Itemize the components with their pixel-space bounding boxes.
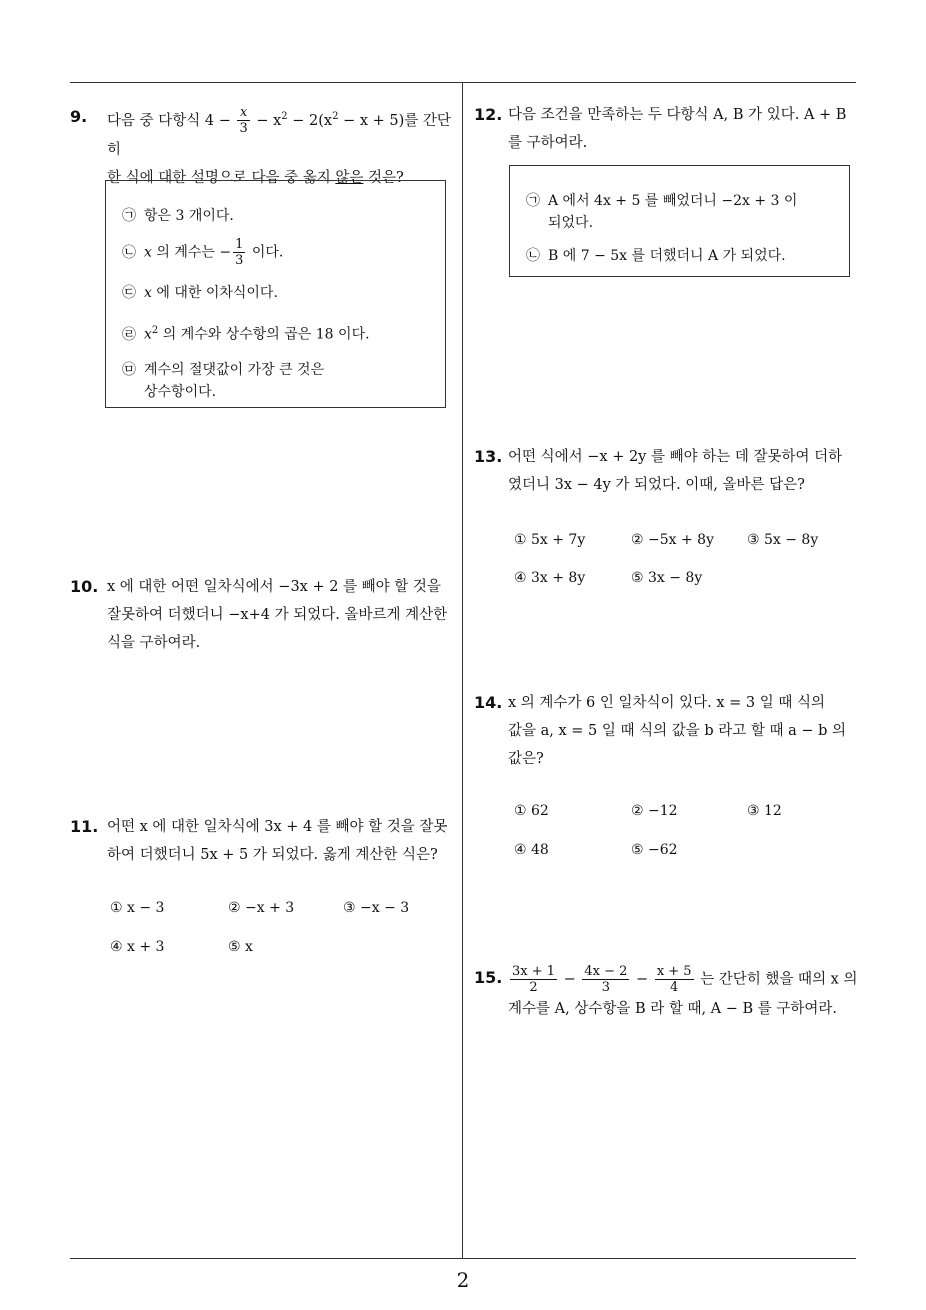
option-4: ㉣ $x^2$ 의 계수와 상수항의 곱은 18 이다. — [122, 325, 370, 343]
question-number: 14. — [474, 693, 503, 712]
question-number: 13. — [474, 447, 503, 466]
q9-options-box — [105, 180, 446, 408]
question-13 — [474, 443, 864, 499]
question-text: x 에 대한 어떤 일차식에서 −3x + 2 를 빼야 할 것을 잘못하여 더했더니 −x+4 가 되었다. 올바르게 계산한 식을 구하여라. — [107, 579, 448, 651]
question-number: 12. — [474, 105, 503, 124]
question-text: 다음 조건을 만족하는 두 다항식 A, B 가 있다. A + B 를 구하여라. — [508, 107, 847, 151]
option-2: ㉡ x 의 계수는 − $\frac{1}{3}$ 이다. — [122, 237, 284, 268]
question-text: 어떤 x 에 대한 일차식에 3x + 4 를 빼야 할 것을 잘못 하여 더했더니 5x + 5 가 되었다. 옳게 계산한 식은? — [107, 819, 448, 863]
question-11 — [70, 813, 455, 869]
question-9 — [70, 103, 455, 192]
choice-5: ⑤ 3x − 8y — [631, 570, 703, 586]
top-rule — [70, 82, 856, 83]
question-text: $\frac{3x + 1}{2}$ − $\frac{4x - 2}{3}$ − $\frac{x + 5}{4}$ 는 간단히 했을 때의 x 의 계수를 A, 상수항을 B 라 할 때, A − B 를 구하여라. — [508, 964, 858, 1017]
choice-2: ② −5x + 8y — [631, 532, 714, 548]
choice-5: ⑤ x — [228, 939, 253, 955]
condition-2: ㉡ B 에 7 − 5x 를 더했더니 A 가 되었다. — [526, 248, 786, 264]
choice-3: ③ −x − 3 — [343, 900, 410, 916]
option-1: ㉠ 항은 3 개이다. — [122, 208, 234, 224]
condition-1: ㉠ A 에서 4x + 5 를 빼었더니 −2x + 3 이 되었다. — [526, 193, 798, 231]
question-12 — [474, 101, 864, 157]
fraction-1: $\frac{3x + 1}{2}$ — [512, 964, 556, 995]
choice-2: ② −x + 3 — [228, 900, 295, 916]
option-5: ㉤ 계수의 절댓값이 가장 큰 것은 상수항이다. — [122, 362, 325, 400]
question-text: 다음 중 다항식 4 − $\frac{x}{3}$ − $x^2 - 2(x^2 - x + 5)$를 간단히 한 식에 대한 설명으로 다음 중 옳지 않은 것은? — [107, 105, 451, 187]
page-number: 2 — [456, 1268, 470, 1292]
question-number: 9. — [70, 107, 88, 126]
choice-4: ④ x + 3 — [110, 939, 165, 955]
question-15 — [474, 964, 864, 1023]
option-3: ㉢ x 에 대한 이차식이다. — [122, 285, 278, 301]
choice-1: ① 62 — [514, 803, 549, 819]
underlined-word: 않은 — [335, 170, 364, 187]
question-number: 15. — [474, 968, 503, 987]
question-number: 10. — [70, 577, 99, 596]
question-number: 11. — [70, 817, 99, 836]
column-divider — [462, 82, 463, 1258]
question-14 — [474, 689, 864, 773]
fraction: $\frac{x}{3}$ — [239, 105, 248, 137]
question-10 — [70, 573, 455, 657]
choice-5: ⑤ −62 — [631, 842, 678, 858]
choice-2: ② −12 — [631, 803, 678, 819]
question-text: 어떤 식에서 −x + 2y 를 빼야 하는 데 잘못하여 더하 였더니 3x − 4y 가 되었다. 이때, 올바른 답은? — [508, 449, 843, 493]
fraction-3: $\frac{x + 5}{4}$ — [656, 964, 692, 995]
choice-1: ① x − 3 — [110, 900, 165, 916]
fraction-2: $\frac{4x - 2}{3}$ — [584, 964, 628, 995]
choice-3: ③ 12 — [747, 803, 782, 819]
question-text: x 의 계수가 6 인 일차식이 있다. x = 3 일 때 식의 값을 a, x = 5 일 때 식의 값을 b 라고 할 때 a − b 의 값은? — [508, 695, 847, 767]
choice-1: ① 5x + 7y — [514, 532, 586, 548]
choice-4: ④ 48 — [514, 842, 549, 858]
choice-4: ④ 3x + 8y — [514, 570, 586, 586]
q12-conditions-box — [509, 165, 850, 277]
choice-3: ③ 5x − 8y — [747, 532, 819, 548]
bottom-rule — [70, 1258, 856, 1259]
